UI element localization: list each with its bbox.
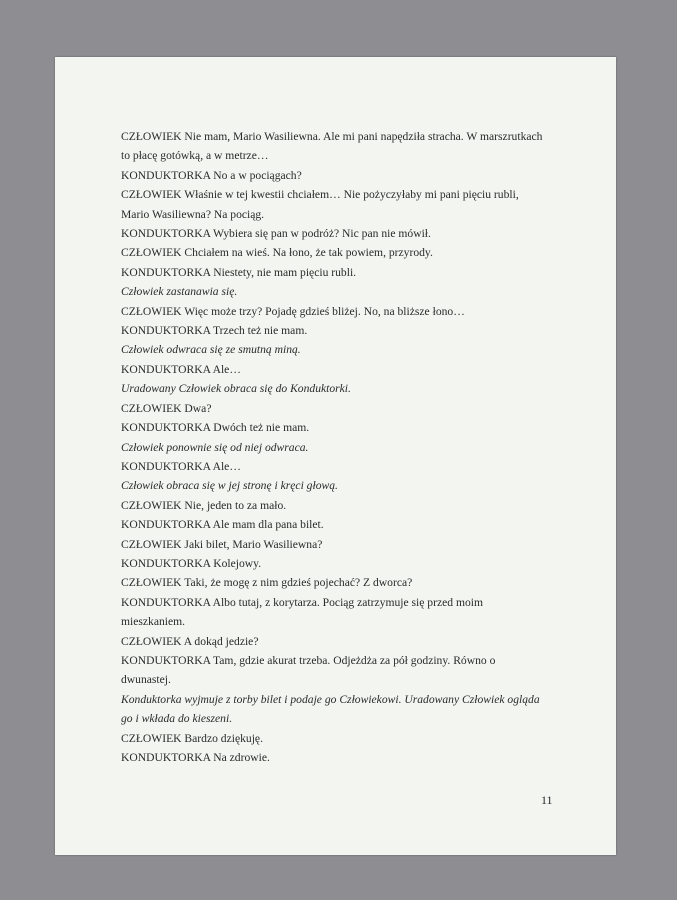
stage-direction-line: Uradowany Człowiek obraca się do Konduktorki. bbox=[121, 382, 351, 396]
dialogue-line: CZŁOWIEK Nie, jeden to za mało. bbox=[121, 498, 287, 512]
stage-direction-line: Człowiek obraca się w jej stronę i kręci głową. bbox=[121, 479, 338, 493]
dialogue-line: KONDUKTORKA Ale… bbox=[121, 459, 241, 473]
dialogue-line: KONDUKTORKA Niestety, nie mam pięciu rubli. bbox=[121, 265, 357, 279]
stage-direction-line: Człowiek odwraca się ze smutną miną. bbox=[121, 343, 301, 357]
document-page bbox=[55, 57, 616, 855]
page-number: 11 bbox=[541, 793, 553, 807]
dialogue-line: mieszkaniem. bbox=[121, 615, 186, 629]
dialogue-line: KONDUKTORKA Ale… bbox=[121, 362, 241, 376]
dialogue-line: KONDUKTORKA No a w pociągach? bbox=[121, 168, 302, 182]
dialogue-line: Mario Wasiliewna? Na pociąg. bbox=[121, 207, 265, 221]
dialogue-line: KONDUKTORKA Ale mam dla pana bilet. bbox=[121, 518, 324, 532]
stage-direction-line: Człowiek zastanawia się. bbox=[121, 285, 238, 299]
stage-direction-line: go i wkłada do kieszeni. bbox=[121, 712, 233, 726]
dialogue-line: to płacę gotówką, a w metrze… bbox=[121, 149, 269, 163]
dialogue-line: CZŁOWIEK Właśnie w tej kwestii chciałem… Nie pożyczyłaby mi pani pięciu rubli, bbox=[121, 188, 519, 202]
dialogue-line: KONDUKTORKA Tam, gdzie akurat trzeba. Odjeżdża za pół godziny. Równo o bbox=[121, 653, 496, 667]
dialogue-line: CZŁOWIEK Dwa? bbox=[121, 401, 212, 415]
dialogue-line: dwunastej. bbox=[121, 673, 171, 687]
dialogue-line: KONDUKTORKA Dwóch też nie mam. bbox=[121, 421, 310, 435]
dialogue-line: KONDUKTORKA Na zdrowie. bbox=[121, 751, 270, 764]
dialogue-line: CZŁOWIEK Chciałem na wieś. Na łono, że tak powiem, przyrody. bbox=[121, 246, 433, 260]
dialogue-line: KONDUKTORKA Trzech też nie mam. bbox=[121, 324, 308, 338]
stage-direction-line: Konduktorka wyjmuje z torby bilet i podaje go Człowiekowi. Uradowany Człowiek ogląda bbox=[121, 692, 540, 706]
dialogue-line: CZŁOWIEK Bardzo dziękuję. bbox=[121, 731, 263, 745]
dialogue-line: KONDUKTORKA Wybiera się pan w podróż? Nic pan nie mówił. bbox=[121, 227, 431, 241]
dialogue-line: CZŁOWIEK Nie mam, Mario Wasiliewna. Ale mi pani napędziła stracha. W marszrutkach bbox=[121, 130, 543, 143]
dialogue-line: CZŁOWIEK Jaki bilet, Mario Wasiliewna? bbox=[121, 537, 323, 551]
dialogue-line: CZŁOWIEK Więc może trzy? Pojadę gdzieś bliżej. No, na bliższe łono… bbox=[121, 304, 465, 318]
dialogue-line: CZŁOWIEK A dokąd jedzie? bbox=[121, 634, 259, 648]
dialogue-line: KONDUKTORKA Albo tutaj, z korytarza. Pociąg zatrzymuje się przed moim bbox=[121, 595, 484, 609]
dialogue-line: KONDUKTORKA Kolejowy. bbox=[121, 556, 262, 570]
dialogue-line: CZŁOWIEK Taki, że mogę z nim gdzieś pojechać? Z dworca? bbox=[121, 576, 413, 590]
stage-direction-line: Człowiek ponownie się od niej odwraca. bbox=[121, 440, 309, 454]
script-text bbox=[121, 127, 551, 767]
